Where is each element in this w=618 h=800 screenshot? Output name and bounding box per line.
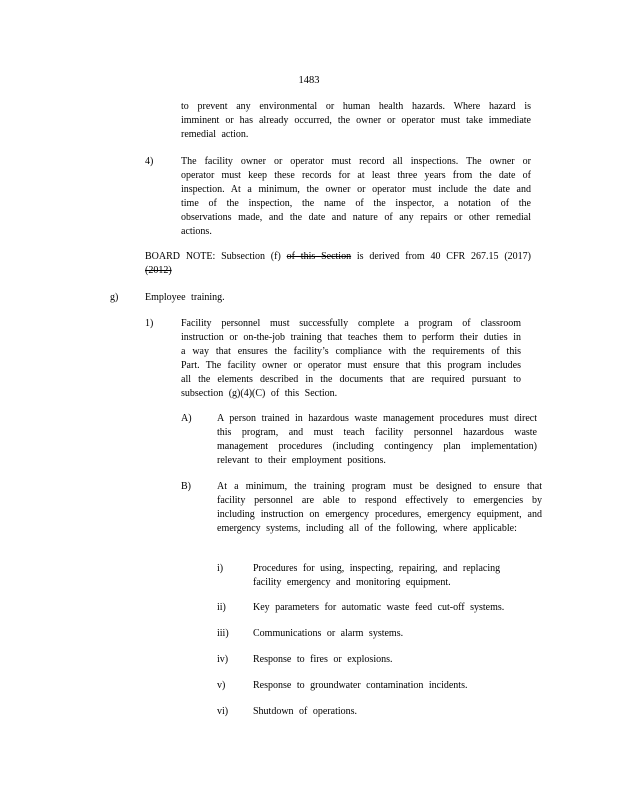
subitem-ii-marker: ii) [217,602,226,613]
subitem-v-marker: v) [217,680,226,691]
subitem-iii-text: Communications or alarm systems. [253,628,404,639]
subitem-ii-text: Key parameters for automatic waste feed cut-off systems. [253,602,505,613]
item-A-text: A person trained in hazardous waste management procedures must direct this program, and must teach facility personnel hazardous waste management procedures (including contingency plan implementation) relevant to their employment positions. [217,413,537,466]
subitem-vi-marker: vi) [217,706,229,717]
subitem-iii-marker: iii) [217,628,229,639]
subitem-vi-text: Shutdown of operations. [253,706,358,717]
board-note [145,250,531,278]
subitem-i-text: Procedures for using, inspecting, repairing, and replacing facility emergency and monitoring equipment. [253,563,501,588]
item-A-marker: A) [181,413,192,424]
subitem-iv-text: Response to fires or explosions. [253,654,393,665]
page-number: 1483 [298,75,320,86]
board-note-prefix: BOARD NOTE: Subsection (f) [145,251,281,262]
board-note-middle: is derived from 40 CFR 267.15 (2017) [356,251,532,262]
subitem-i-marker: i) [217,563,224,574]
board-note-struck-section: of this Section [286,251,352,262]
item-B-marker: B) [181,481,191,492]
item-4-text: The facility owner or operator must record all inspections. The owner or operator must keep these records for at least three years from the date of inspection. At a minimum, the owner or operator must include the date and time of the inspection, the name of the inspector, a notation of the observations made, and the date and nature of any repairs or other remedial actions. [181,156,531,237]
section-g-marker: g) [110,292,119,303]
item-4-marker: 4) [145,156,154,167]
subitem-v-text: Response to groundwater contamination incidents. [253,680,468,691]
item-1-text: Facility personnel must successfully complete a program of classroom instruction or on-the-job training that teaches them to perform their duties in a way that ensures the facility’s compliance with the requirements of this Part. The facility owner or operator must ensure that this program includes all the elements described in the documents that are required pursuant to subsection (g)(4)(C) of this Section. [181,318,521,399]
item-1-marker: 1) [145,318,154,329]
item-B-text: At a minimum, the training program must be designed to ensure that facility personnel are able to respond effectively to emergencies by including instruction on emergency procedures, emergency equipment, and emergency systems, including all of the following, where applicable: [217,481,542,534]
board-note-struck-year: (2012) [145,265,172,276]
continuation-paragraph: to prevent any environmental or human health hazards. Where hazard is imminent or has already occurred, the owner or operator must take immediate remedial action. [181,101,531,140]
section-g-title: Employee training. [145,292,225,303]
subitem-iv-marker: iv) [217,654,229,665]
